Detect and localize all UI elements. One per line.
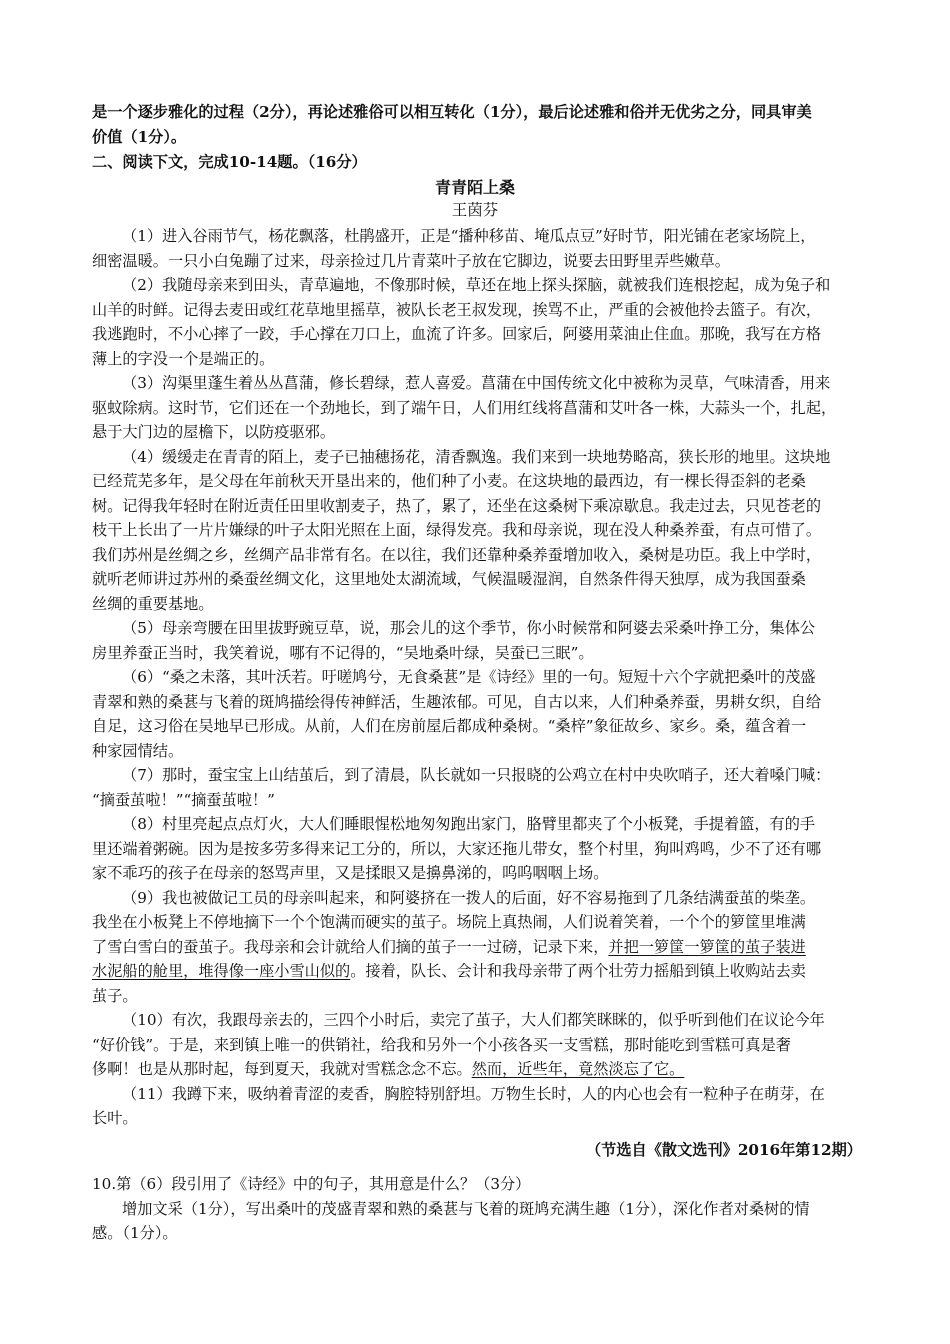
text-line: （7）那时，蚕宝宝上山结茧后，到了清晨，队长就如一只报晓的公鸡立在村中央吹哨子，还大着嗓门喊：	[122, 766, 831, 784]
paragraph-3	[92, 371, 862, 445]
text-line: 已经荒芜多年，是父母在年前秋天开垦出来的，他们种了小麦。在这块地的最西边，有一棵长得歪斜的老桑	[92, 472, 806, 490]
article-body	[92, 224, 862, 1162]
text-line: 长叶。	[92, 1109, 138, 1127]
answer-line: 增加文采（1分），写出桑叶的茂盛青翠和熟的桑葚与飞着的斑鸠充满生趣（1分），深化作者对桑树的情	[122, 1199, 810, 1218]
paragraph-1	[92, 224, 862, 273]
section-heading: 二、阅读下文，完成10-14题。（16分）	[92, 153, 367, 171]
text-line: 房里养蚕正当时，我笑着说，哪有不记得的，“吴地桑叶绿，吴蚕已三眠”。	[92, 643, 594, 662]
text-line: （10）有次，我跟母亲去的，三四个小时后，卖完了茧子，大人们都笑眯眯的，似乎听到他们在议论今年	[122, 1011, 825, 1029]
text-line: （8）村里亮起点点灯火，大人们睡眼惺松地匆匆跑出家门，胳臂里都夹了个小板凳，手提着篮，有的手	[122, 815, 816, 833]
text-line: 就听老师讲过苏州的桑蚕丝绸文化，这里地处太湖流域，气候温暖湿润，自然条件得天独厚，成为我国蚕桑	[92, 570, 806, 588]
text-line: “摘蚕茧啦！”“摘蚕茧啦！”	[92, 790, 275, 809]
paragraph-5	[92, 616, 862, 665]
text-line: 种家园情结。	[92, 741, 184, 760]
paragraph-9	[92, 886, 862, 1009]
text-span: 了雪白雪白的蚕茧子。我母亲和会计就给人们摘的茧子一一过磅，记录下来，	[92, 937, 609, 956]
text-line	[92, 959, 862, 984]
paragraph-7	[92, 763, 862, 812]
text-line: 细密温暖。一只小白兔蹦了过来，母亲捡过几片青菜叶子放在它脚边，说要去田野里弄些嫩草。	[92, 251, 730, 270]
text-line: 家不乖巧的孩子在母亲的怒骂声里，又是揉眼又是擤鼻涕的，呜呜咽咽上场。	[92, 864, 609, 882]
paragraph-2	[92, 273, 862, 371]
question-text: 10.第（6）段引用了《诗经》中的句子，其用意是什么？（3分）	[92, 1175, 531, 1193]
intro-line: 价值（1分）。	[92, 127, 187, 146]
text-line: 青翠和熟的桑葚与飞着的斑鸠描绘得传神鲜活，生趣浓郁。可见，自古以来，人们种桑养蚕，男耕女织，自给	[92, 692, 821, 711]
text-line: 我们苏州是丝绸之乡，丝绸产品非常有名。在以往，我们还靠种桑养蚕增加收入，桑树是功臣。我上中学时，	[92, 545, 821, 564]
article-title: 青青陌上桑	[434, 178, 515, 197]
text-line: 里还端着粥碗。因为是按多劳多得来记工分的，所以，大家还拖儿带女，整个村里，狗叫鸡鸣，少不了还有哪	[92, 839, 821, 858]
answer-line: 感。（1分）。	[92, 1224, 178, 1242]
underlined-text: 然而，近些年，竟然淡忘了它。	[471, 1060, 685, 1078]
text-line: 枝干上长出了一片片嫌绿的叶子太阳光照在上面，绿得发亮。我和母亲说，现在没人种桑养蚕，有点可惜了。	[92, 521, 821, 539]
article-source: （节选自《散文选刊》2016年第12期）	[585, 1140, 862, 1159]
intro-line: 是一个逐步雅化的过程（2分），再论述雅俗可以相互转化（1分），最后论述雅和俗并无优劣之分，同具审美	[92, 103, 812, 121]
text-line: 茧子。	[92, 986, 138, 1005]
text-line	[92, 1057, 862, 1082]
text-line: （2）我随母亲来到田头，青草遍地，不像那时候，草还在地上探头探脑，就被我们连根挖起，成为兔子和	[122, 276, 831, 294]
paragraph-11	[92, 1082, 862, 1131]
text-line: 自足，这习俗在吴地早已形成。从前，人们在房前屋后都成种桑树。“桑梓”象征故乡、家乡。桑，蕴含着一	[92, 717, 807, 735]
text-line: （9）我也被做记工员的母亲叫起来，和阿婆挤在一拨人的后面，好不容易拖到了几条结满蚕茧的柴垄。	[122, 888, 816, 907]
text-line: （3）沟渠里蓬生着丛丛菖蒲，修长碧绿，惹人喜爱。菖蒲在中国传统文化中被称为灵草，气味清香，用来	[122, 374, 831, 392]
text-line: （1）进入谷雨节气，杨花飘落，杜鹃盛开，正是“播种移苗、埯瓜点豆”好时节，阳光铺在老家场院上，	[122, 227, 816, 245]
intro-answer	[92, 100, 862, 175]
underlined-text: 并把一箩筐一箩筐的茧子装进	[608, 937, 806, 956]
paragraph-8	[92, 812, 862, 886]
text-line: 薄上的字没一个是端正的。	[92, 349, 275, 368]
text-line: 丝绸的重要基地。	[92, 594, 214, 613]
paragraph-10	[92, 1008, 862, 1082]
text-span: 侈啊！也是从那时起，每到夏天，我就对雪糕念念不忘。	[92, 1060, 472, 1078]
text-line: 我坐在小板凳上不停地摘下一个个饱满而硬实的茧子。场院上真热闹，人们说着笑着，一个个的箩筐里堆满	[92, 913, 806, 931]
paragraph-4	[92, 445, 862, 617]
article-author: 王茵芬	[451, 201, 499, 219]
text-line: （11）我蹲下来，吸纳着青涩的麦香，胸腔特别舒坦。万物生长时，人的内心也会有一粒种子在萌芽，在	[122, 1084, 825, 1103]
paragraph-6	[92, 665, 862, 763]
text-line	[92, 935, 862, 960]
text-line: （5）母亲弯腰在田里拔野豌豆草，说，那会儿的这个季节，你小时候常和阿婆去采桑叶挣工分，集体公	[122, 619, 816, 637]
text-line: （4）缓缓走在青青的陌上，麦子已抽穗扬花，清香飘逸。我们来到一块地势略高，狭长形的地里。这块地	[122, 447, 831, 466]
text-line: 我逃跑时，不小心摔了一跤，手心撑在刀口上，血流了许多。回家后，阿婆用菜油止住血。那晚，我写在方格	[92, 325, 821, 343]
text-line: （6）“桑之未落，其叶沃若。吁嗟鸠兮，无食桑葚”是《诗经》里的一句。短短十六个字就把桑叶的茂盛	[122, 668, 816, 686]
text-span: 。接着，队长、会计和我母亲带了两个壮劳力摇船到镇上收购站去卖	[350, 962, 806, 980]
underlined-text: 水泥船的舱里，堆得像一座小雪山似的	[92, 962, 351, 980]
question-10	[92, 1172, 862, 1246]
text-line: 山羊的时鲜。记得去麦田或红花草地里摇草，被队长老王叔发现，挨骂不止，严重的会被他拎去篮子。有次，	[92, 300, 821, 319]
text-line: 悬于大门边的屋檐下，以防疫驱邪。	[92, 423, 335, 441]
text-line: “好价钱”。于是，来到镇上唯一的供销社，给我和另外一个小孩各买一支雪糕，那时能吃到雪糕可真是奢	[92, 1035, 791, 1054]
text-line: 驱蚊除病。这时节，它们还在一个劲地长，到了端午日，人们用红线将菖蒲和艾叶各一株，大蒜头一个，扎起，	[92, 398, 837, 417]
text-line: 树。记得我年轻时在附近责任田里收割麦子，热了，累了，还坐在这桑树下乘凉歇息。我走过去，只见苍老的	[92, 496, 821, 515]
